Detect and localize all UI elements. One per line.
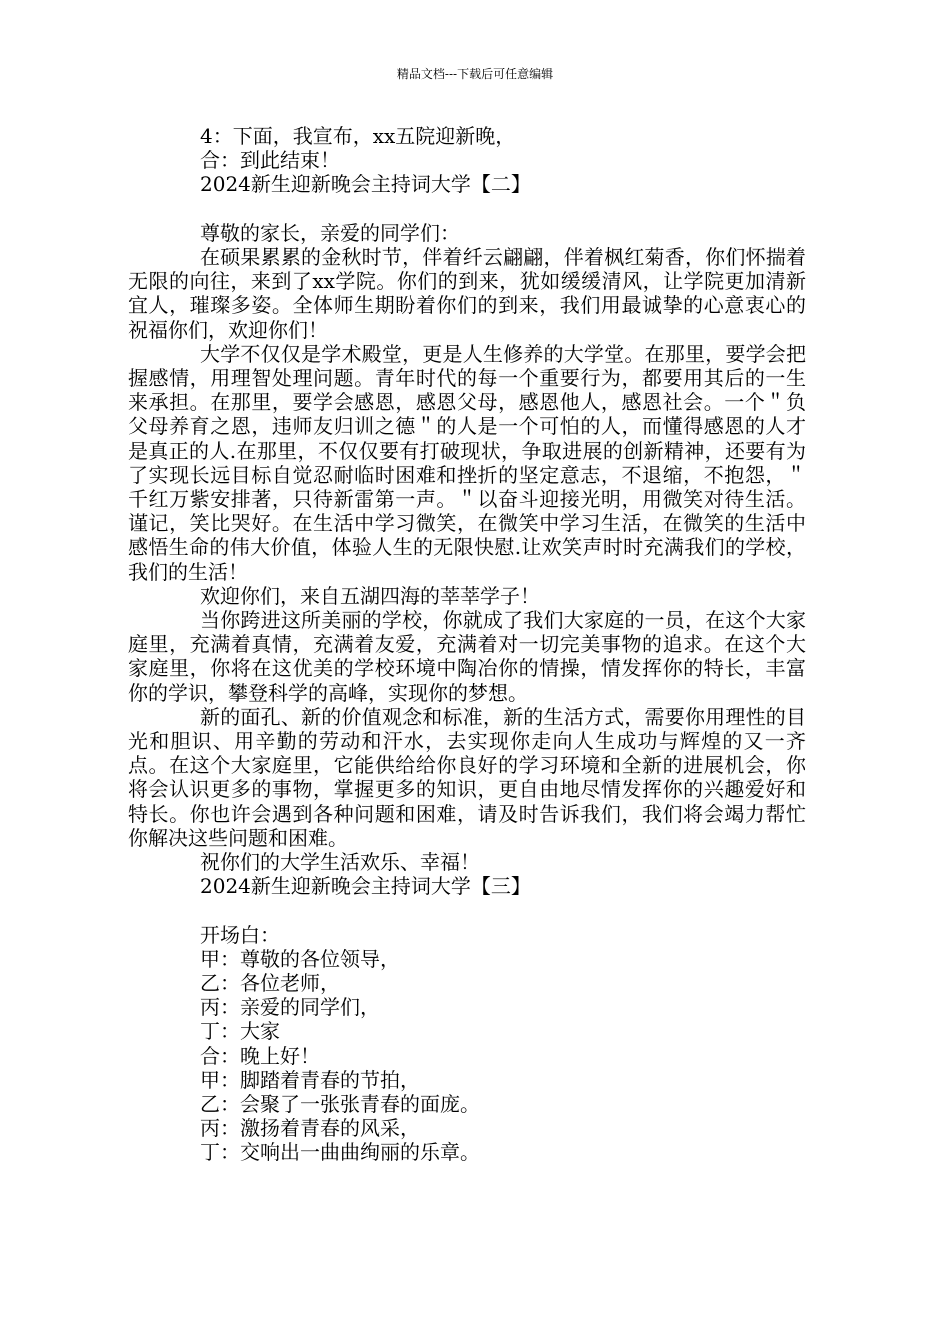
text-line: 丙：亲爱的同学们， (200, 995, 380, 1020)
page-header: 精品文档---下载后可任意编辑 (396, 67, 554, 81)
text-line: 甲：脚踏着青春的节拍， (200, 1067, 420, 1092)
text-line: 丁：大家 (200, 1019, 280, 1044)
text-line: 合：晚上好！ (200, 1043, 320, 1068)
text-line: 乙：各位老师， (200, 970, 340, 995)
document-body (128, 124, 806, 1165)
paragraph: 欢迎你们，来自五湖四海的莘莘学子！ (200, 583, 540, 608)
paragraph: 在硕果累累的金秋时节，伴着纤云翩翩，伴着枫红菊香，你们怀揣着无限的向往，来到了xx学院。你们的到来，犹如缓缓清风，让学院更加清新宜人，璀璨多姿。全体师生期盼着你们的到来，我们用最诚挚的心意衷心的祝福你们，欢迎你们！ (128, 244, 806, 342)
paragraph: 当你跨进这所美丽的学校，你就成了我们大家庭的一员，在这个大家庭里，充满着真情，充满着友爱，充满着对一切完美事物的追求。在这个大家庭里，你将在这优美的学校环境中陶冶你的情操，情发挥你的特长，丰富你的学识，攀登科学的高峰，实现你的梦想。 (128, 607, 806, 705)
blank-line (200, 898, 806, 922)
text-line: 4：下面，我宣布，xx五院迎新晚， (200, 124, 516, 148)
blank-line (200, 197, 806, 221)
greeting: 尊敬的家长，亲爱的同学们： (200, 220, 460, 245)
text-line: 开场白： (200, 922, 280, 947)
section-title: 2024新生迎新晚会主持词大学【二】 (200, 172, 531, 197)
text-line: 乙：会聚了一张张青春的面庞。 (200, 1091, 480, 1116)
text-line: 丙：激扬着青春的风采， (200, 1116, 420, 1141)
paragraph: 新的面孔、新的价值观念和标准，新的生活方式，需要你用理性的目光和胆识、用辛勤的劳动和汗水，去实现你走向人生成功与辉煌的又一齐点。在这个大家庭里，它能供给给你良好的学习环境和全新的进展机会，你将会认识更多的事物，掌握更多的知识，更自由地尽情发挥你的兴趣爱好和特长。你也许会遇到各种问题和困难，请及时告诉我们，我们将会竭力帮忙你解决这些问题和困难。 (128, 704, 806, 850)
text-line: 合：到此结束！ (200, 148, 340, 173)
paragraph: 大学不仅仅是学术殿堂，更是人生修养的大学堂。在那里，要学会把握感情，用理智处理问题。青年时代的每一个重要行为，都要用其后的一生来承担。在那里，要学会感恩，感恩父母，感恩他人，感恩社会。一个＂负父母养育之恩，违师友归训之德＂的人是一个可怕的人，而懂得感恩的人才是真正的人.在那里，不仅仅要有打破现状，争取进展的创新精神，还要有为了实现长远目标自觉忍耐临时困难和挫折的坚定意志，不退缩，不抱怨，＂千红万紫安排著，只待新雷第一声。＂以奋斗迎接光明，用微笑对待生活。谨记，笑比哭好。在生活中学习微笑，在微笑中学习生活，在微笑的生活中感悟生命的伟大价值，体验人生的无限快慰.让欢笑声时时充满我们的学校，我们的生活！ (128, 341, 806, 584)
text-line: 丁：交响出一曲曲绚丽的乐章。 (200, 1140, 480, 1165)
section-title: 2024新生迎新晚会主持词大学【三】 (200, 874, 531, 899)
paragraph: 祝你们的大学生活欢乐、幸福！ (200, 850, 480, 875)
text-line: 甲：尊敬的各位领导， (200, 946, 400, 971)
